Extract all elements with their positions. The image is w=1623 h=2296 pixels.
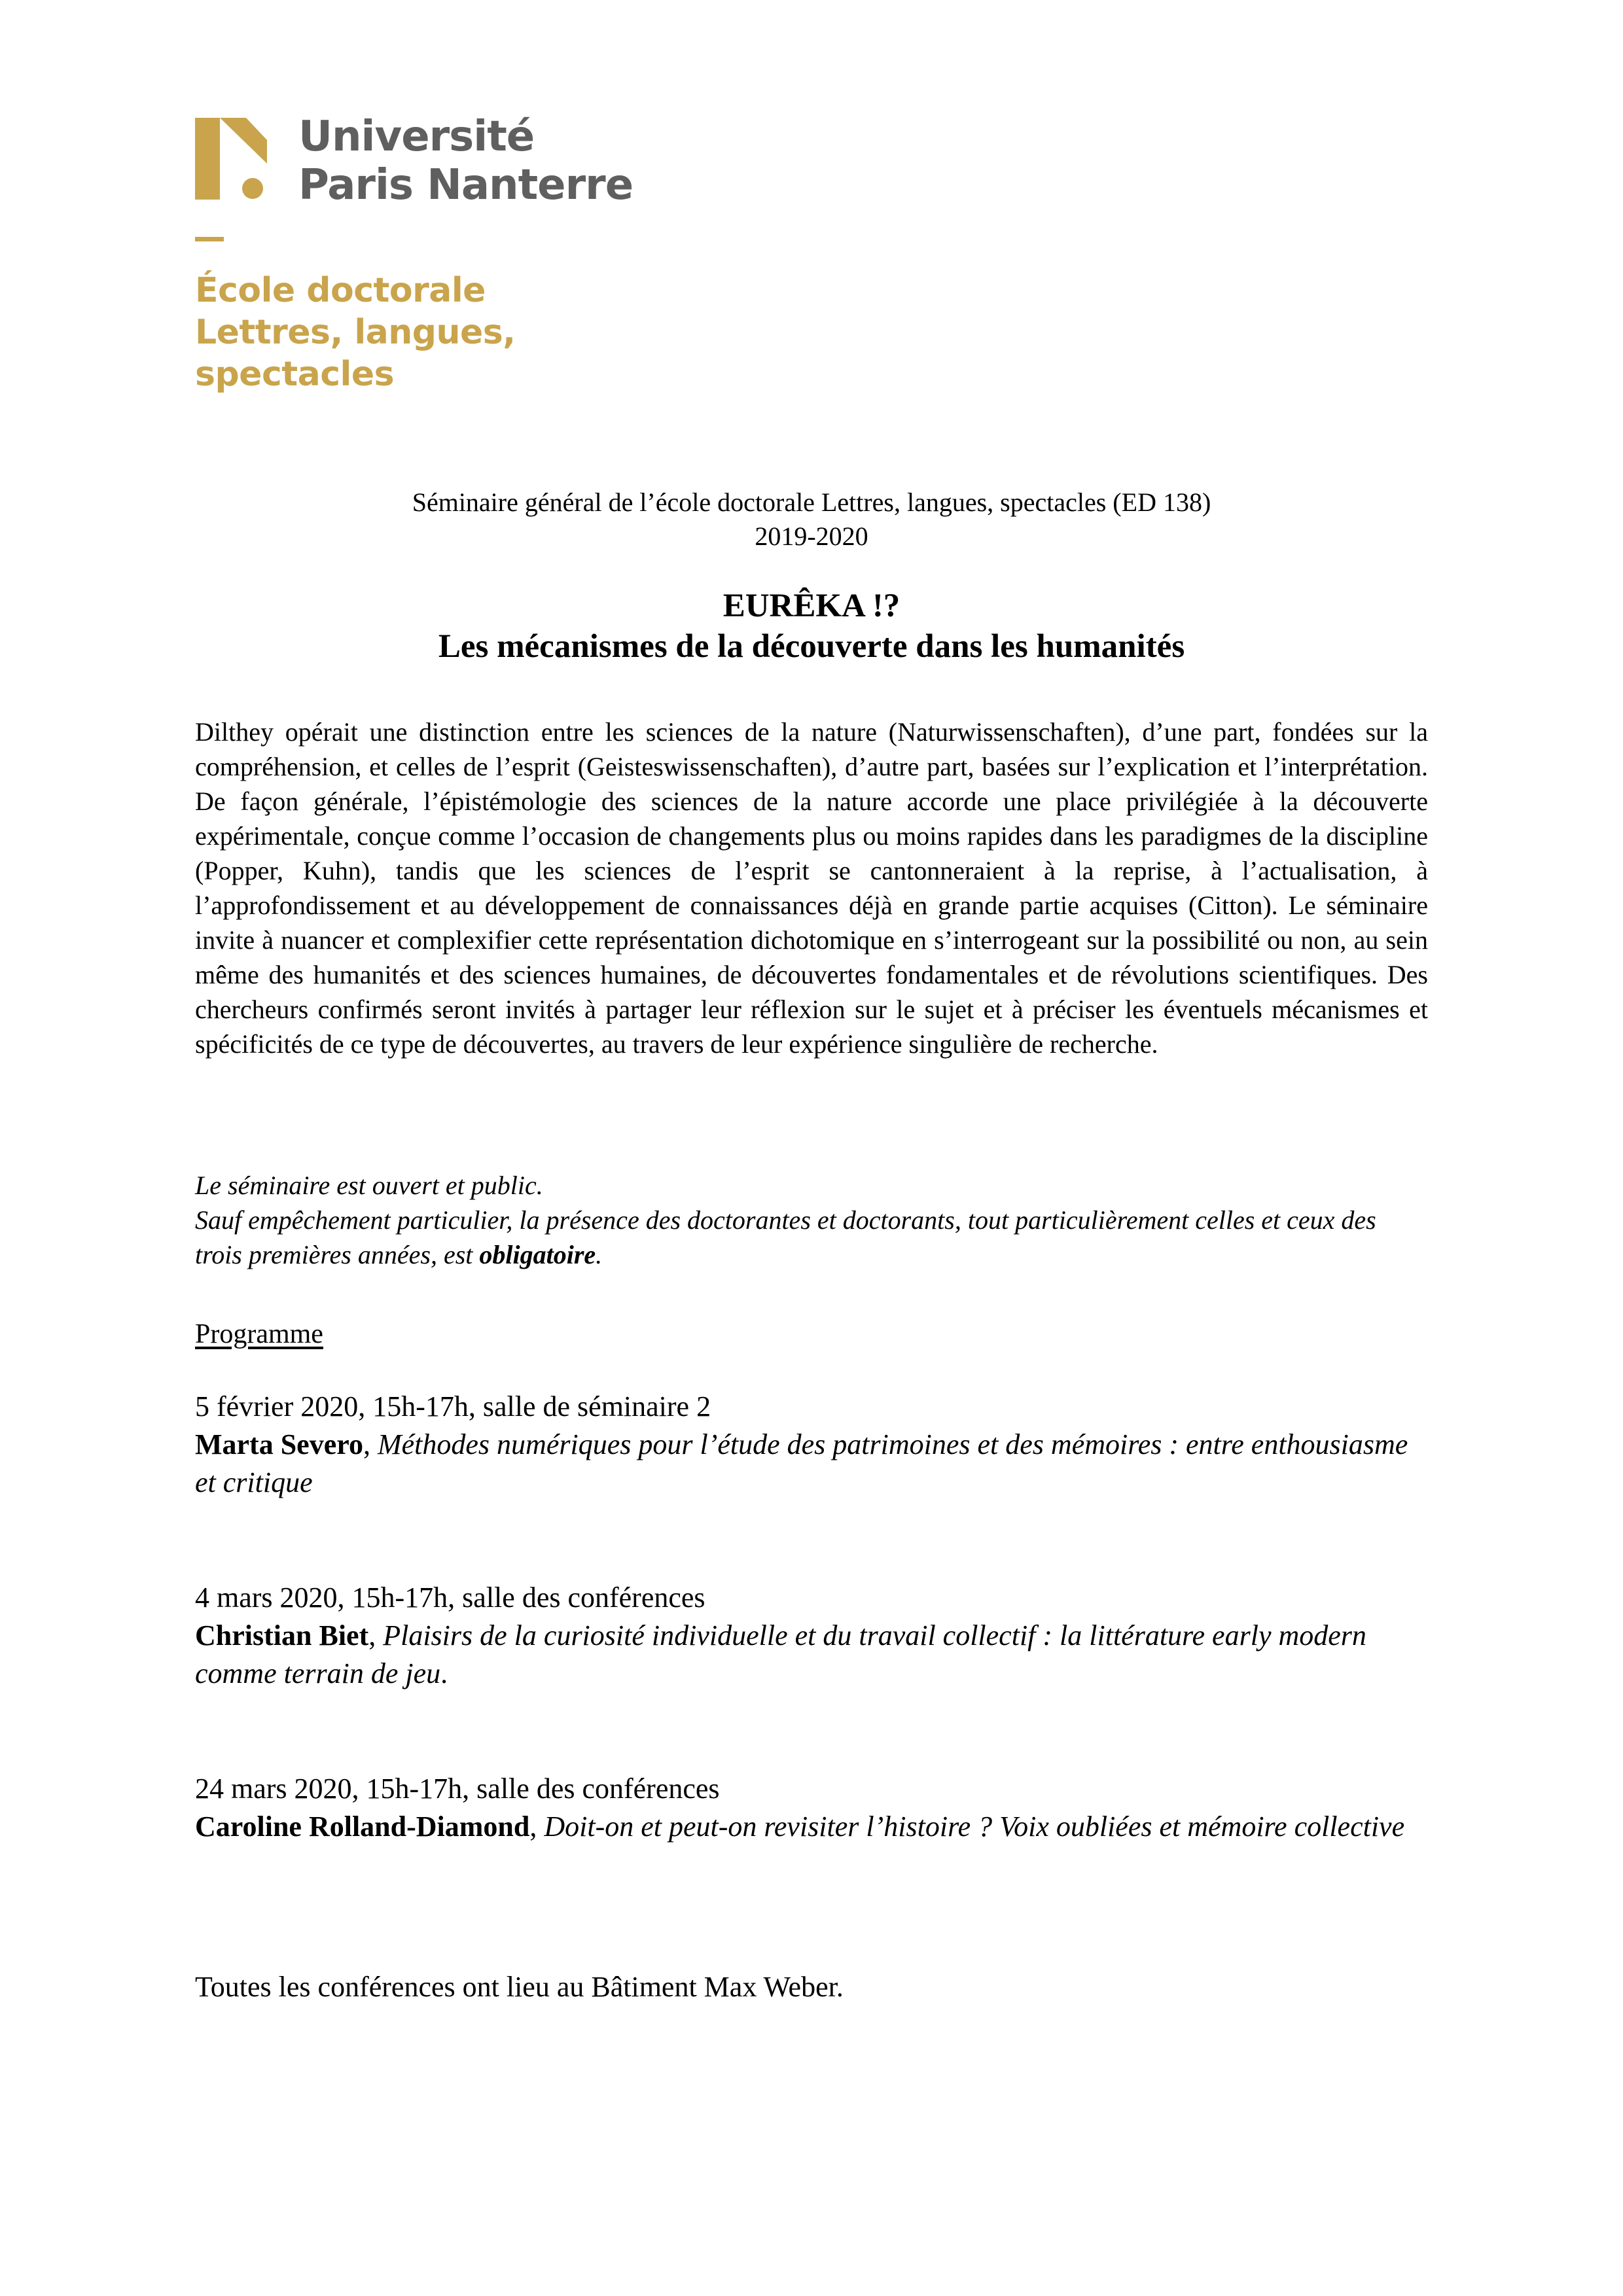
note-attendance-end: . [596,1240,603,1269]
event-talk-title: Doit-on et peut-on revisiter l’histoire ? Voix oubliées et mémoire collective [544,1810,1405,1843]
seminar-subtitle: Les mécanismes de la découverte dans les humanités [438,628,1185,665]
nanterre-logo-icon [195,118,267,200]
event-details [195,1808,1428,1846]
event-details [195,1426,1428,1502]
university-name-line1: Université [298,113,535,161]
event-separator: , [529,1810,544,1843]
note-attendance-text: Sauf empêchement particulier, la présence des doctorantes et doctorants, tout particulièrement celles et ceux des trois premières années, est [195,1205,1376,1269]
event-talk-title: Méthodes numériques pour l’étude des patrimoines et des mémoires : entre enthousiasme et critique [195,1428,1408,1498]
event-separator: , [363,1428,378,1460]
doctoral-school-name [195,270,516,395]
university-logo [195,113,692,414]
venue-note: Toutes les conférences ont lieu au Bâtiment Max Weber. [195,1971,844,2003]
programme-event [195,1579,1428,1693]
university-name-line2: Paris Nanterre [298,161,633,209]
programme-heading: Programme [195,1319,323,1349]
event-datetime: 24 mars 2020, 15h-17h, salle des conférences [195,1773,720,1805]
logo-divider [195,237,224,241]
note-attendance [195,1203,1428,1272]
event-speaker: Christian Biet [195,1619,369,1651]
event-details [195,1617,1428,1693]
event-datetime: 4 mars 2020, 15h-17h, salle des conférences [195,1581,705,1614]
programme-event [195,1770,1428,1846]
event-end: . [440,1657,448,1689]
school-name-line3: spectacles [195,355,395,394]
event-separator: , [368,1619,383,1651]
note-obligatoire: obligatoire [479,1240,596,1269]
university-name [298,113,633,209]
school-name-line2: Lettres, langues, [195,313,516,352]
note-open-public: Le séminaire est ouvert et public. [195,1171,543,1200]
seminar-description: Dilthey opérait une distinction entre les sciences de la nature (Naturwissenschaften), d’une part, fondées sur la compréhension, et celles de l’esprit (Geisteswissenschaften), d’autre part, basées sur l’explication et l’interprétation. De façon générale, l’épistémologie des sciences de la nature accorde une place privilégiée à la découverte expérimentale, conçue comme l’occasion de changements plus ou moins rapides dans les paradigmes de la discipline (Popper, Kuhn), tandis que les sciences de l’esprit se cantonneraient à la reprise, à l’actualisation, à l’approfondissement et au développement de connaissances déjà en grande partie acquises (Citton). Le séminaire invite à nuancer et complexifier cette représentation dichotomique en s’interrogeant sur la possibilité ou non, au sein même des humanités et des sciences humaines, de découvertes fondamentales et de révolutions scientifiques. Des chercheurs confirmés seront invités à partager leur réflexion sur le sujet et à préciser les éventuels mécanismes et spécificités de ce type de découvertes, au travers de leur expérience singulière de recherche. [195,717,1428,1059]
event-speaker: Marta Severo [195,1428,363,1460]
attendance-note [195,1168,1428,1272]
seminar-title: EURÊKA !? [722,588,901,624]
seminar-year: 2019-2020 [755,521,868,551]
event-speaker: Caroline Rolland-Diamond [195,1810,530,1843]
programme-event [195,1388,1428,1502]
school-name-line1: École doctorale [195,271,486,310]
event-talk-title: Plaisirs de la curiosité individuelle et du travail collectif : la littérature early modern comme terrain de jeu [195,1619,1366,1689]
event-datetime: 5 février 2020, 15h-17h, salle de séminaire 2 [195,1390,711,1422]
seminar-header: Séminaire général de l’école doctorale Lettres, langues, spectacles (ED 138) [412,487,1211,517]
